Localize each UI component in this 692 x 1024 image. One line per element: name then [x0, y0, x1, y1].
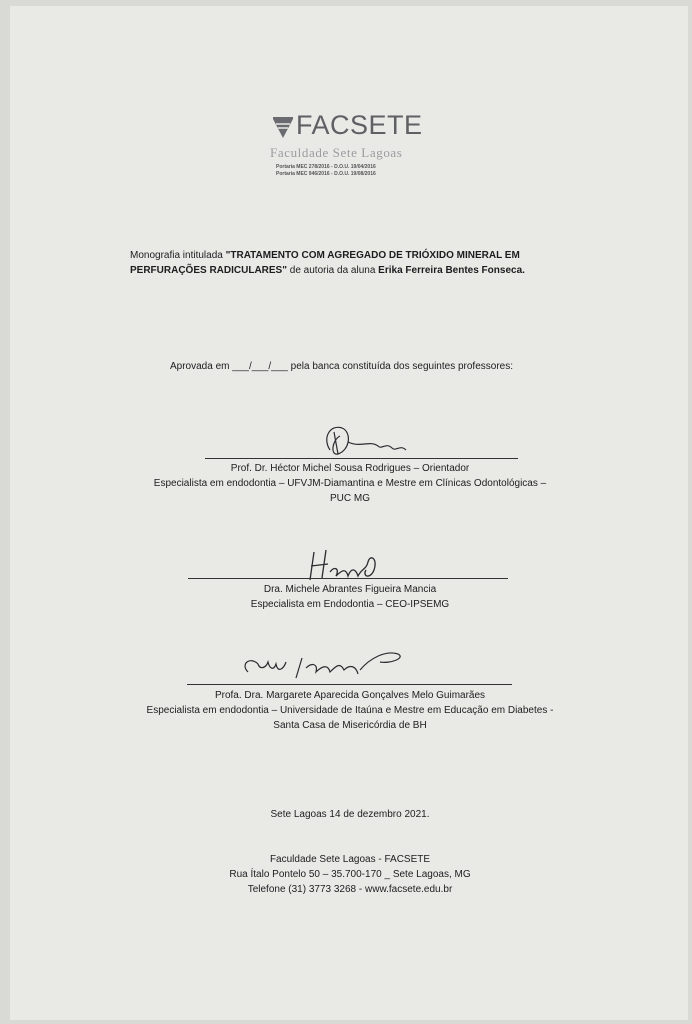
examiner-3-name: Profa. Dra. Margarete Aparecida Gonçalves Melo Guimarães: [214, 690, 486, 701]
examiner-3-title-line: Especialista em endodontia – Universidade de Itaúna e Mestre em Educação em Diabetes -: [146, 705, 554, 716]
portaria-2: Portaria MEC 946/2016 - D.O.U. 19/08/2016: [276, 171, 376, 177]
signature-line-2: [188, 578, 508, 579]
approval-statement: Aprovada em ___/___/___ pela banca constituída dos seguintes professores:: [170, 361, 514, 372]
author-name: Erika Ferreira Bentes Fonseca.: [378, 265, 525, 276]
signature-line-3: [187, 684, 512, 685]
examiner-2-name: Dra. Michele Abrantes Figueira Mancia: [263, 584, 437, 595]
footer-address: Rua Ítalo Pontelo 50 – 35.700-170 _ Sete Lagoas, MG: [229, 869, 471, 880]
portaria-1: Portaria MEC 278/2016 - D.O.U. 19/04/2016: [276, 164, 376, 170]
footer-contact: Telefone (31) 3773 3268 - www.facsete.edu.br: [247, 884, 453, 895]
examiner-1-title-line-2: PUC MG: [330, 493, 370, 504]
facsete-logo: [268, 110, 428, 182]
facsete-emblem-icon: [272, 116, 294, 140]
intro-middle: de autoria da aluna: [286, 265, 379, 276]
examiner-1-title-line: Especialista em endodontia – UFVJM-Diamantina e Mestre em Clínicas Odontológicas –: [153, 478, 547, 489]
signature-line-1: [205, 458, 518, 459]
logo-subtitle: Faculdade Sete Lagoas: [270, 145, 403, 160]
examiner-3-title-line-2: Santa Casa de Misericórdia de BH: [273, 720, 427, 731]
signature-3: [240, 644, 410, 684]
footer-institution: Faculdade Sete Lagoas - FACSETE: [269, 854, 431, 865]
monograph-statement: [130, 248, 580, 278]
examiner-2-title-line: Especialista em Endodontia – CEO-IPSEMG: [250, 599, 450, 610]
examiner-1-name: Prof. Dr. Héctor Michel Sousa Rodrigues – Orientador: [230, 463, 470, 474]
place-date: Sete Lagoas 14 de dezembro 2021.: [270, 809, 430, 820]
intro-prefix: Monografia intitulada: [130, 250, 226, 261]
logo-name: FACSETE: [296, 110, 423, 140]
monograph-title: "TRATAMENTO COM AGREGADO DE TRIÓXIDO MINERAL EM PERFURAÇÕES RADICULARES": [130, 250, 520, 276]
